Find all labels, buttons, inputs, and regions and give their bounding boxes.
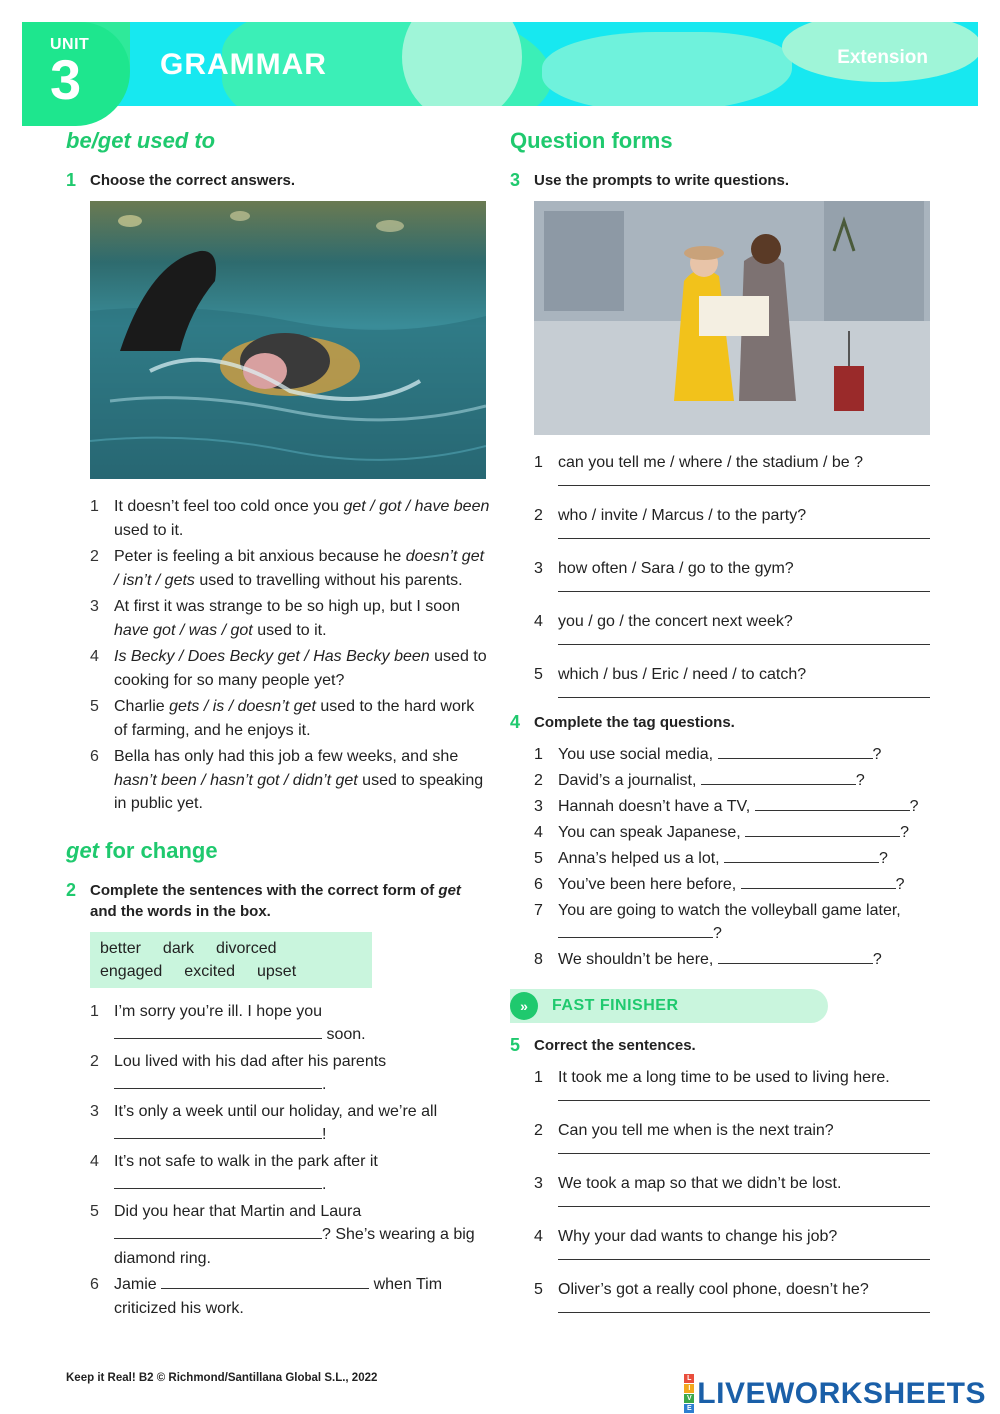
answer-blank[interactable] xyxy=(745,823,900,837)
list-item: 2 Can you tell me when is the next train? xyxy=(534,1119,930,1142)
list-item: 4 Is Becky / Does Becky get / Has Becky been used to cooking for so many people yet? xyxy=(90,648,487,689)
answer-blank[interactable] xyxy=(114,1175,322,1189)
word-item: engaged xyxy=(100,962,163,980)
list-item: 5 Did you hear that Martin and Laura ? She’s wearing a big diamond ring. xyxy=(90,1202,475,1267)
list-item: 6 Bella has only had this job a few weeks, and she hasn’t been / hasn’t got / didn’t get used to speaking in public yet. xyxy=(90,748,484,812)
answer-blank[interactable] xyxy=(755,797,910,811)
answer-line[interactable] xyxy=(558,1206,930,1207)
answer-blank[interactable] xyxy=(114,1125,322,1139)
exercise-instruction: Complete the sentences with the correct form of get and the words in the box. xyxy=(90,881,461,920)
list-item: 5 Charlie gets / is / doesn’t get used to the hard work of farming, and he enjoys it. xyxy=(90,698,475,739)
tourists-photo xyxy=(534,201,930,435)
fast-finisher-label: FAST FINISHER xyxy=(552,997,679,1014)
list-item: 5 Oliver’s got a really cool phone, doesn’t he? xyxy=(534,1278,930,1301)
section-title-get-for-change: get for change xyxy=(66,837,218,863)
word-item: better xyxy=(100,939,141,957)
extension-label: Extension xyxy=(837,47,928,68)
answer-line[interactable] xyxy=(558,485,930,486)
answer-blank[interactable] xyxy=(724,849,879,863)
list-item: 2 who / invite / Marcus / to the party? xyxy=(534,504,930,527)
answer-blank[interactable] xyxy=(114,1025,322,1039)
brand-name: LIVEWORKSHEETS xyxy=(697,1377,986,1410)
list-item: 2 Peter is feeling a bit anxious because he doesn’t get / isn’t / gets used to travelling without his parents. xyxy=(90,548,485,589)
exercise-instruction: Use the prompts to write questions. xyxy=(534,172,790,189)
answer-choices[interactable]: get / got / have been xyxy=(343,498,490,515)
unit-label: UNIT xyxy=(50,36,90,53)
answer-blank[interactable] xyxy=(558,924,713,938)
exercise-number: 4 xyxy=(510,712,521,732)
list-item: 1 You use social media, ? xyxy=(534,746,882,763)
exercise-3-items xyxy=(534,451,930,686)
fast-finisher-banner xyxy=(510,989,828,1023)
double-chevron-icon: » xyxy=(510,992,538,1020)
section-title-question-forms: Question forms xyxy=(510,128,673,153)
page-title: GRAMMAR xyxy=(160,48,327,81)
exercise-number: 2 xyxy=(66,879,77,900)
list-item: 5 which / bus / Eric / need / to catch? xyxy=(534,663,930,686)
unit-number: 3 xyxy=(50,48,82,111)
answer-choices[interactable]: Is Becky / Does Becky get / Has Becky been xyxy=(114,648,430,665)
tourists-illustration xyxy=(534,201,930,435)
word-item: dark xyxy=(162,939,195,957)
word-item: upset xyxy=(257,962,297,980)
answer-blank[interactable] xyxy=(718,745,873,759)
answer-line[interactable] xyxy=(558,644,930,645)
answer-line[interactable] xyxy=(558,1153,930,1154)
left-column xyxy=(66,128,490,1323)
answer-blank[interactable] xyxy=(161,1275,369,1289)
list-item: 1 It doesn’t feel too cold once you get / got / have been used to it. xyxy=(90,498,490,539)
list-item: 1 I’m sorry you’re ill. I hope you soon. xyxy=(90,1002,366,1043)
exercise-1-heading xyxy=(66,170,490,191)
liveworksheets-logo[interactable] xyxy=(684,1374,986,1414)
list-item: 1 It took me a long time to be used to living here. xyxy=(534,1066,930,1089)
list-item: 3 Hannah doesn’t have a TV, ? xyxy=(534,798,919,815)
swimmer-illustration xyxy=(90,201,486,479)
exercise-number: 1 xyxy=(66,170,77,190)
list-item: 2 Lou lived with his dad after his parents . xyxy=(90,1052,387,1093)
exercise-2-items xyxy=(90,1000,490,1321)
answer-blank[interactable] xyxy=(741,875,896,889)
list-item: 6 Jamie when Tim criticized his work. xyxy=(90,1276,443,1317)
exercise-5-items xyxy=(534,1066,930,1301)
word-item: divorced xyxy=(216,939,277,957)
answer-line[interactable] xyxy=(558,697,930,698)
answer-line[interactable] xyxy=(558,538,930,539)
exercise-instruction: Complete the tag questions. xyxy=(534,714,735,731)
exercise-4-items xyxy=(534,743,930,971)
exercise-instruction: Choose the correct answers. xyxy=(90,172,296,189)
answer-blank[interactable] xyxy=(701,771,856,785)
list-item: 1 can you tell me / where / the stadium / be ? xyxy=(534,451,930,474)
list-item: 4 You can speak Japanese, ? xyxy=(534,824,910,841)
logo-icon: L I V E xyxy=(684,1374,694,1414)
answer-choices[interactable]: doesn’t get / isn’t / gets xyxy=(114,548,485,589)
exercise-number: 3 xyxy=(510,170,521,190)
list-item: 7 You are going to watch the volleyball game later, ? xyxy=(534,902,901,942)
exercise-1-items xyxy=(90,495,490,816)
list-item: 5 Anna’s helped us a lot, ? xyxy=(534,850,888,867)
exercise-instruction: Correct the sentences. xyxy=(534,1037,696,1054)
exercise-4-heading xyxy=(510,712,930,733)
list-item: 3 At first it was strange to be so high up, but I soon have got / was / got used to it. xyxy=(90,598,460,639)
word-item: excited xyxy=(184,962,235,980)
list-item: 3 We took a map so that we didn’t be lost. xyxy=(534,1172,930,1195)
swimmer-photo xyxy=(90,201,486,479)
answer-blank[interactable] xyxy=(114,1225,322,1239)
list-item: 4 It’s not safe to walk in the park after it . xyxy=(90,1152,378,1193)
answer-line[interactable] xyxy=(558,1312,930,1313)
right-column xyxy=(510,128,930,1331)
word-box xyxy=(90,932,372,988)
answer-line[interactable] xyxy=(558,591,930,592)
exercise-5-heading xyxy=(510,1035,930,1056)
list-item: 3 how often / Sara / go to the gym? xyxy=(534,557,930,580)
answer-choices[interactable]: gets / is / doesn’t get xyxy=(169,698,316,715)
copyright-footer: Keep it Real! B2 © Richmond/Santillana Global S.L., 2022 xyxy=(66,1372,378,1384)
section-title-used-to: be/get used to xyxy=(66,128,216,153)
answer-choices[interactable]: have got / was / got xyxy=(114,621,253,639)
list-item: 4 you / go / the concert next week? xyxy=(534,610,930,633)
list-item: 3 It’s only a week until our holiday, and we’re all ! xyxy=(90,1102,438,1143)
answer-choices[interactable]: hasn’t been / hasn’t got / didn’t get xyxy=(114,771,358,789)
exercise-number: 5 xyxy=(510,1035,521,1055)
list-item: 4 Why your dad wants to change his job? xyxy=(534,1225,930,1248)
answer-blank[interactable] xyxy=(718,950,873,964)
list-item: 6 You’ve been here before, ? xyxy=(534,876,905,893)
exercise-2-heading xyxy=(66,880,490,922)
exercise-3-heading xyxy=(510,170,930,191)
answer-line[interactable] xyxy=(558,1259,930,1260)
answer-blank[interactable] xyxy=(114,1075,322,1089)
list-item: 2 David’s a journalist, ? xyxy=(534,772,865,789)
answer-line[interactable] xyxy=(558,1100,930,1101)
list-item: 8 We shouldn’t be here, ? xyxy=(534,951,882,968)
